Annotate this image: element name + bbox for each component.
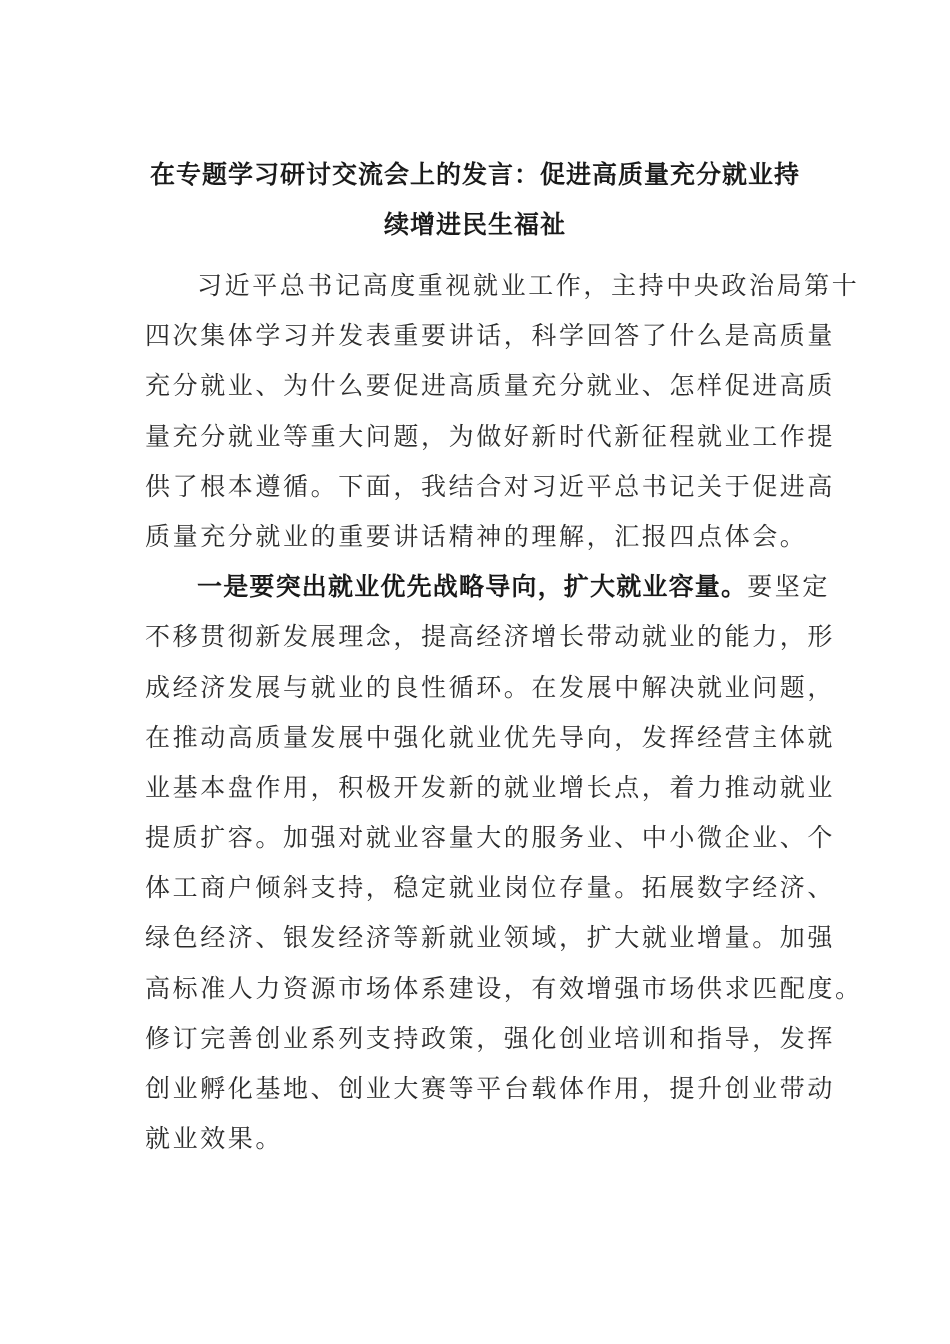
document-body bbox=[145, 261, 863, 1164]
paragraph-2-line: 高标准人力资源市场体系建设，有效增强市场供求匹配度。 bbox=[145, 973, 863, 1003]
paragraph-1-line: 充分就业、为什么要促进高质量充分就业、怎样促进高质 bbox=[145, 371, 836, 401]
paragraph-2-line: 就业效果。 bbox=[145, 1124, 284, 1154]
paragraph-1-line: 习近平总书记高度重视就业工作，主持中央政治局第十 bbox=[197, 271, 860, 300]
title-line-1: 在专题学习研讨交流会上的发言：促进高质量充分就业持 bbox=[149, 160, 800, 189]
paragraph-2-line: 不移贯彻新发展理念，提高经济增长带动就业的能力，形 bbox=[145, 622, 836, 652]
paragraph-1-line: 供了根本遵循。下面，我结合对习近平总书记关于促进高 bbox=[145, 471, 836, 501]
paragraph-2-lead-heading: 一是要突出就业优先战略导向，扩大就业容量。 bbox=[197, 572, 748, 602]
paragraph-2-line: 提质扩容。加强对就业容量大的服务业、中小微企业、个 bbox=[145, 823, 836, 853]
paragraph-2-line: 业基本盘作用，积极开发新的就业增长点，着力推动就业 bbox=[145, 772, 836, 802]
paragraph-1-line: 质量充分就业的重要讲话精神的理解，汇报四点体会。 bbox=[145, 521, 808, 551]
paragraph-2-line: 修订完善创业系列支持政策，强化创业培训和指导，发挥 bbox=[145, 1023, 836, 1053]
paragraph-2-line: 体工商户倾斜支持，稳定就业岗位存量。拓展数字经济、 bbox=[145, 873, 836, 903]
document-title bbox=[145, 150, 805, 250]
paragraph-2-first-line bbox=[145, 562, 831, 612]
title-line-2: 续增进民生福祉 bbox=[383, 210, 566, 239]
paragraph-2-line: 创业孵化基地、创业大赛等平台载体作用，提升创业带动 bbox=[145, 1074, 836, 1103]
paragraph-1-line: 四次集体学习并发表重要讲话，科学回答了什么是高质量 bbox=[145, 321, 836, 351]
paragraph-2-line: 绿色经济、银发经济等新就业领域，扩大就业增量。加强 bbox=[145, 923, 836, 953]
paragraph-2-line: 在推动高质量发展中强化就业优先导向，发挥经营主体就 bbox=[145, 722, 836, 752]
paragraph-2-first-line-rest: 要坚定 bbox=[747, 572, 831, 602]
paragraph-1-line: 量充分就业等重大问题，为做好新时代新征程就业工作提 bbox=[145, 421, 836, 451]
paragraph-2-line: 成经济发展与就业的良性循环。在发展中解决就业问题， bbox=[145, 672, 836, 702]
